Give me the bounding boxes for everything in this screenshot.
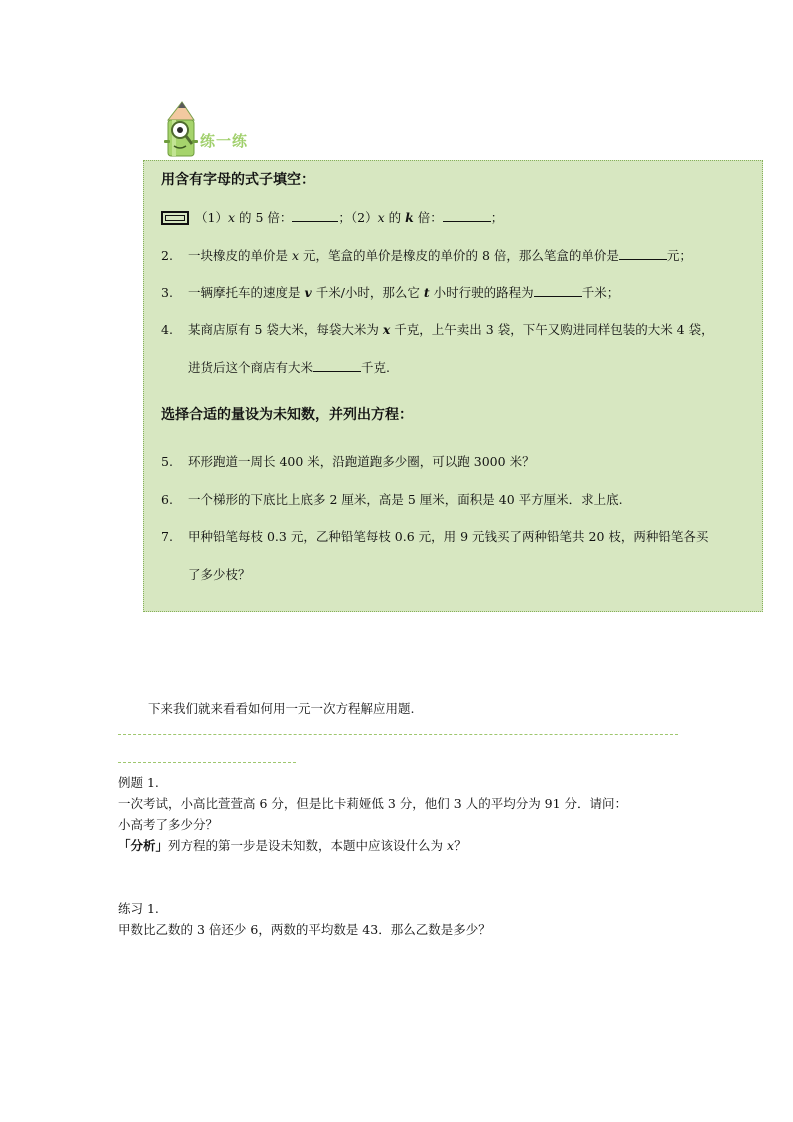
pencil-magnifier-mascot-icon: [158, 100, 204, 162]
question-4-line2: 进货后这个商店有大米 千克.: [188, 360, 390, 375]
exercise-box: [143, 160, 763, 612]
question-6: 6. 一个梯形的下底比上底多 2 厘米，高是 5 厘米，面积是 40 平方厘米．求上底.: [161, 492, 623, 507]
section-header: [158, 100, 358, 162]
question-5: 5. 环形跑道一周长 400 米，沿跑道跑多少圈，可以跑 3000 米？: [161, 454, 535, 469]
header-title: 练一练: [200, 132, 249, 150]
analysis-tag: 「分析」: [118, 838, 169, 853]
question-4: 4. 某商店原有 5 袋大米，每袋大米为 x 千克，上午卖出 3 袋，下午又购进同样包装的大米 4 袋，: [161, 322, 714, 337]
question-1: （1）x 的 5 倍： ；（2）x 的 k 倍： ；: [161, 208, 503, 226]
question-number-badge-icon: [161, 211, 189, 225]
section1-title: 用含有字母的式子填空：: [161, 172, 315, 188]
practice-label: 练习 1.: [118, 901, 159, 916]
question-7: 7. 甲种铅笔每枝 0.3 元，乙种铅笔每枝 0.6 元，用 9 元钱买了两种铅笔共 20 枝，两种铅笔各买: [161, 529, 709, 544]
example-label: 例题 1.: [118, 775, 159, 790]
example-analysis: 「分析」列方程的第一步是设未知数，本题中应该设什么为 x？: [118, 838, 467, 853]
answer-blank[interactable]: [443, 209, 491, 222]
intro-text: 下来我们就来看看如何用一元一次方程解应用题.: [148, 701, 415, 716]
question-7-line2: 了多少枝？: [188, 567, 251, 582]
section2-title: 选择合适的量设为未知数，并列出方程：: [161, 407, 413, 423]
question-2: 2. 一块橡皮的单价是 x 元，笔盒的单价是橡皮的单价的 8 倍，那么笔盒的单价是 元；: [161, 248, 692, 263]
answer-blank[interactable]: [619, 247, 667, 260]
answer-blank[interactable]: [534, 284, 582, 297]
question-3: 3. 一辆摩托车的速度是 v 千米/小时，那么它 t 小时行驶的路程为 千米；: [161, 285, 620, 300]
answer-blank[interactable]: [292, 209, 338, 222]
practice-text: 甲数比乙数的 3 倍还少 6，两数的平均数是 43．那么乙数是多少？: [118, 922, 491, 937]
dashed-divider: [118, 734, 678, 735]
answer-blank[interactable]: [313, 359, 361, 372]
example-text-line1: 一次考试，小高比萱萱高 6 分，但是比卡莉娅低 3 分，他们 3 人的平均分为 91 分．请问：: [118, 796, 628, 811]
example-text-line2: 小高考了多少分？: [118, 817, 219, 832]
dashed-divider: [118, 762, 296, 763]
